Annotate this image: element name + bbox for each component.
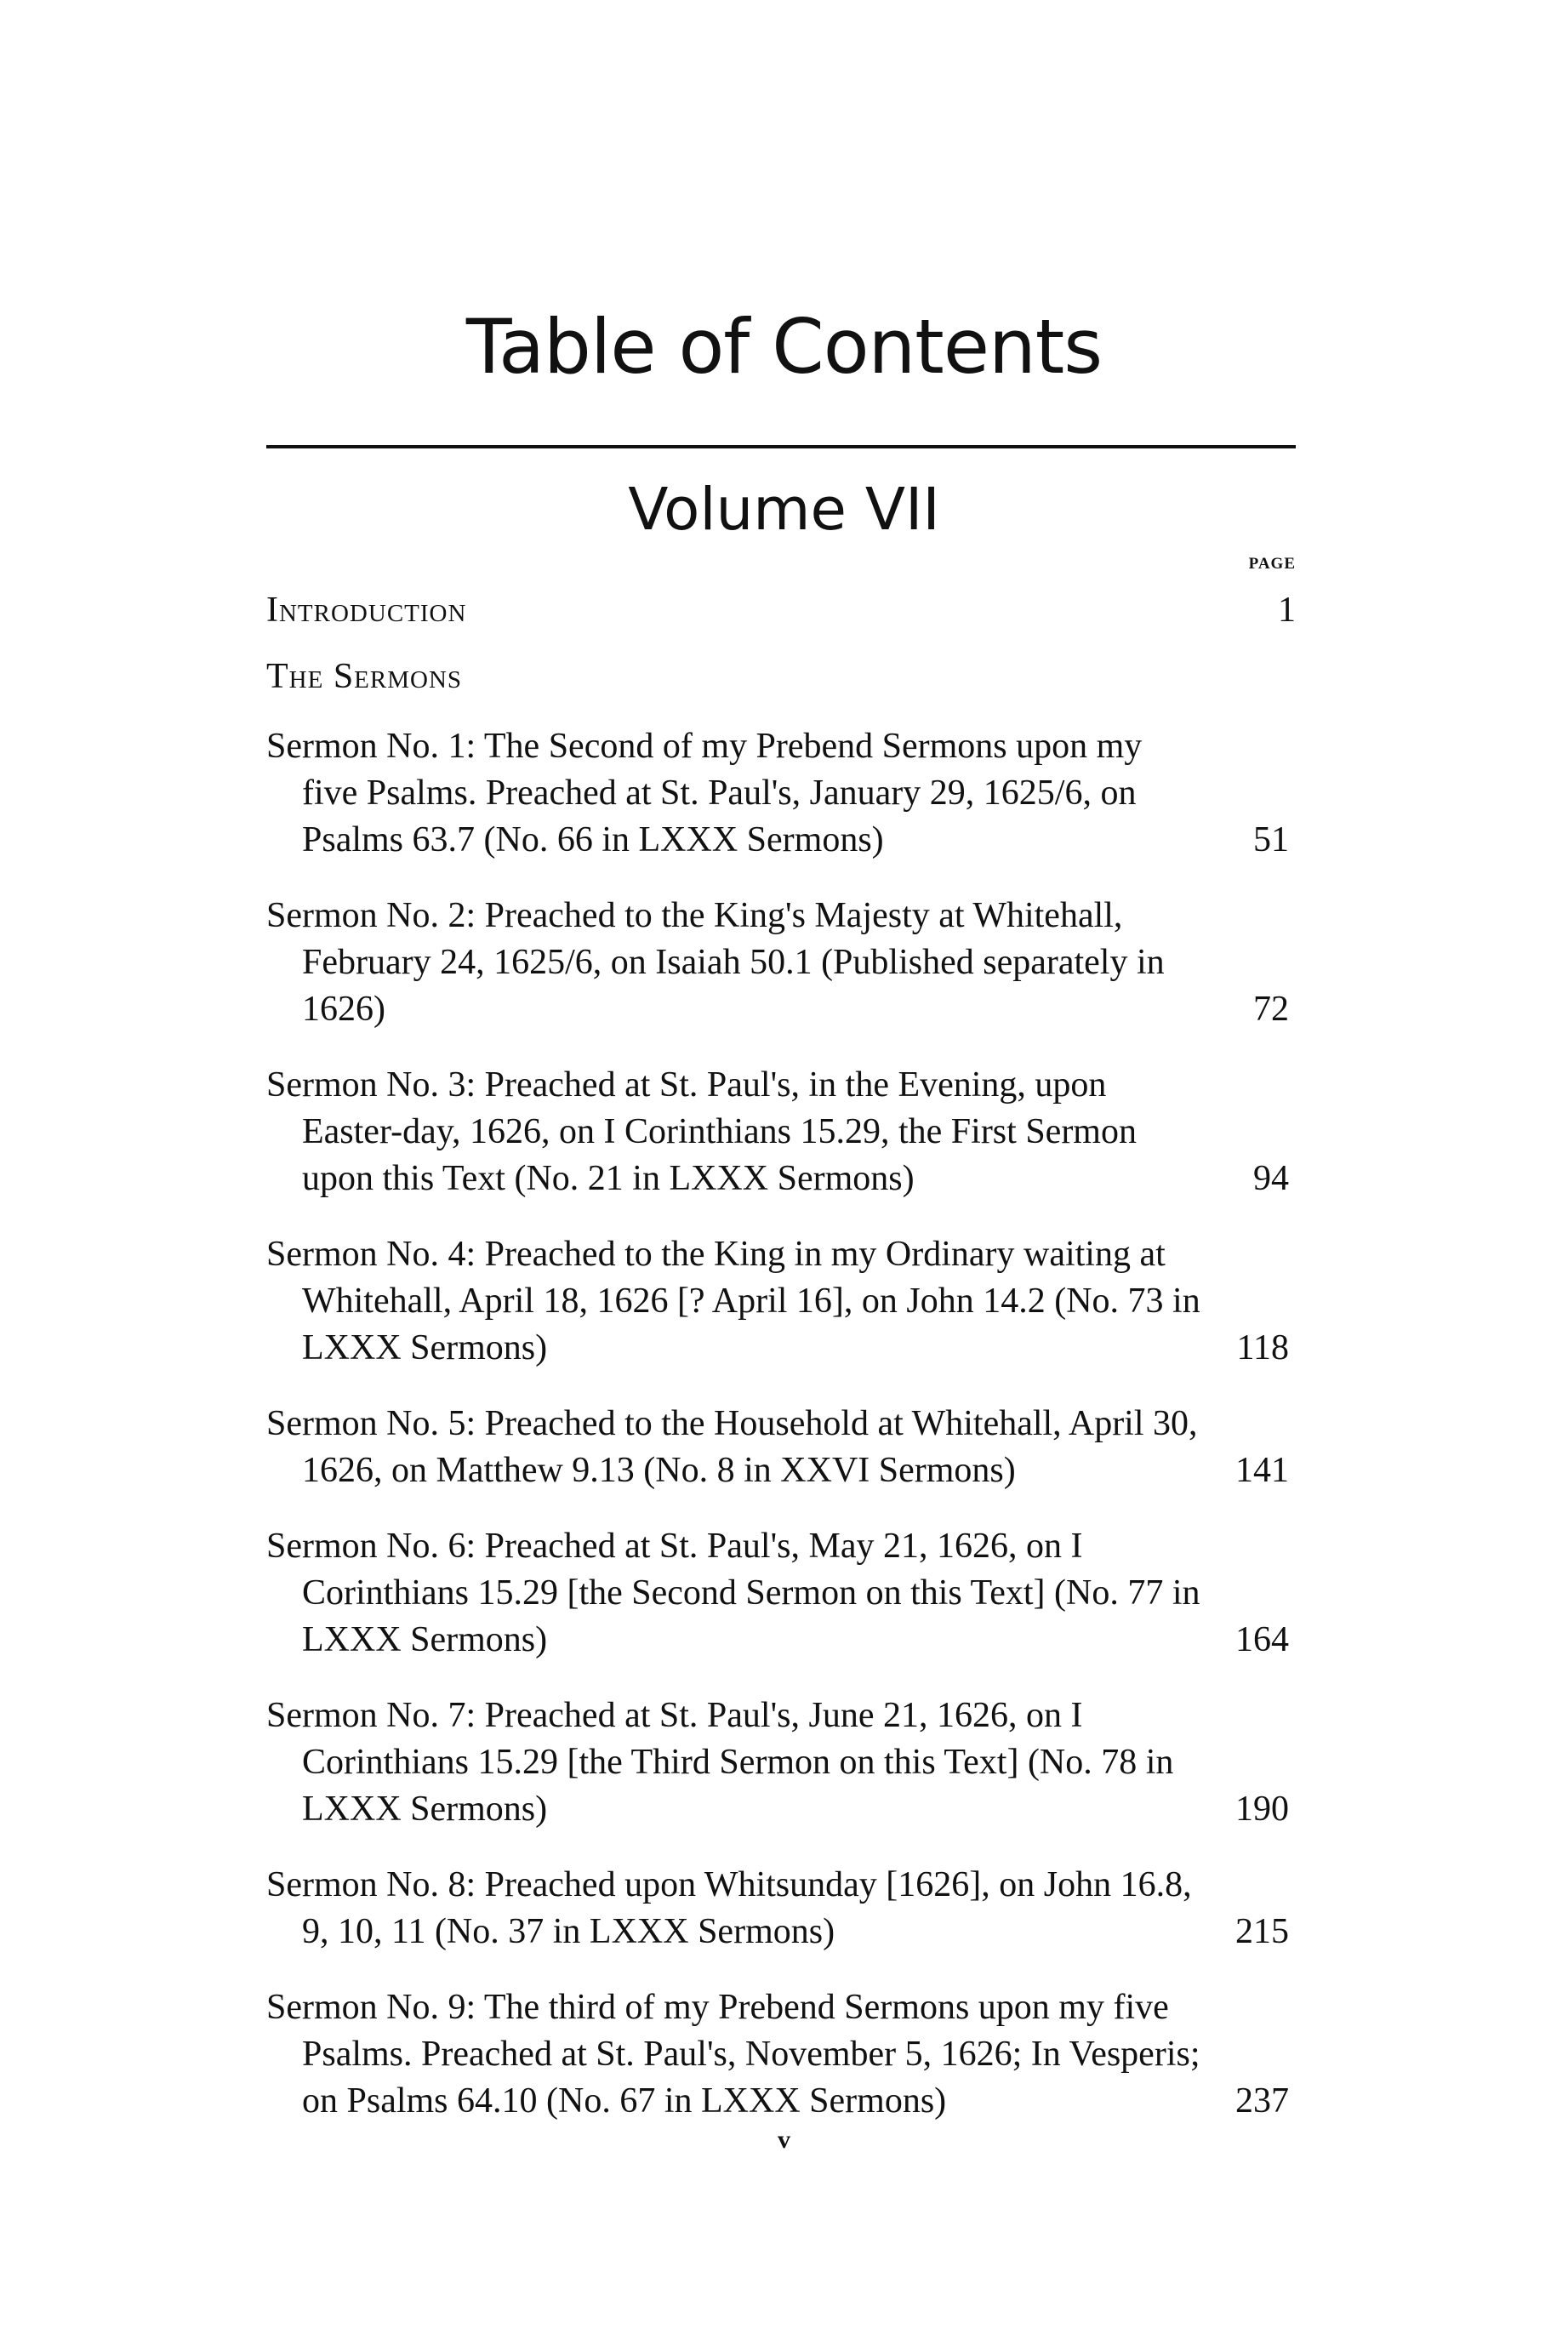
entry-page-number: 141	[1235, 1451, 1289, 1490]
entry-text: Sermon No. 7: Preached at St. Paul's, June 21, 1626, on I Corinthians 15.29 [the Third Sermon on this Text] (No. 78 in LXXX Sermons)	[266, 1696, 1174, 1829]
entry-page-number: 164	[1235, 1620, 1289, 1659]
entry-text: Sermon No. 1: The Second of my Prebend Sermons upon my five Psalms. Preached at St. Paul's, January 29, 1625/6, on Psalms 63.7 (No. 66 in LXXX Sermons)	[266, 727, 1143, 859]
entry-page-number: 190	[1235, 1790, 1289, 1829]
entry-page-number: 94	[1253, 1159, 1289, 1198]
contents-entry	[266, 1062, 1296, 1202]
entry-page-number: 118	[1236, 1328, 1289, 1367]
entry-page-number: 51	[1253, 820, 1289, 859]
entry-text: Sermon No. 6: Preached at St. Paul's, May 21, 1626, on I Corinthians 15.29 [the Second Sermon on this Text] (No. 77 in LXXX Sermons)	[266, 1527, 1200, 1659]
page-column-label: PAGE	[1248, 555, 1296, 573]
volume-title: Volume VII	[628, 476, 940, 544]
contents-entry	[266, 1693, 1296, 1833]
entry-text: Sermon No. 3: Preached at St. Paul's, in the Evening, upon Easter-day, 1626, on I Corinthians 15.29, the First Sermon upon this Text (No. 21 in LXXX Sermons)	[266, 1065, 1137, 1198]
contents-list	[266, 723, 1296, 2154]
entry-text: Sermon No. 9: The third of my Prebend Sermons upon my five Psalms. Preached at St. Paul's, November 5, 1626; In Vesperis; on Psalms 64.10 (No. 67 in LXXX Sermons)	[266, 1988, 1200, 2121]
contents-entry	[266, 1231, 1296, 1372]
entry-page-number: 237	[1235, 2081, 1289, 2121]
contents-entry	[266, 893, 1296, 1033]
entry-page-number: 215	[1235, 1912, 1289, 1951]
entry-text: Sermon No. 8: Preached upon Whitsunday [1626], on John 16.8, 9, 10, 11 (No. 37 in LXXX Sermons)	[266, 1865, 1192, 1951]
entry-text: Sermon No. 2: Preached to the King's Majesty at Whitehall, February 24, 1625/6, on Isaiah 50.1 (Published separately in 1626)	[266, 896, 1165, 1029]
title-rule	[266, 445, 1296, 448]
entry-text: Sermon No. 5: Preached to the Household at Whitehall, April 30, 1626, on Matthew 9.13 (No. 8 in XXVI Sermons)	[266, 1404, 1198, 1490]
contents-entry	[266, 1401, 1296, 1494]
introduction-page-number: 1	[1278, 591, 1296, 630]
contents-entry	[266, 723, 1296, 864]
introduction-heading: Introduction	[266, 591, 467, 630]
entry-text: Sermon No. 4: Preached to the King in my Ordinary waiting at Whitehall, April 18, 1626 [? April 16], on John 14.2 (No. 73 in LXXX Sermons)	[266, 1235, 1200, 1367]
folio-page-number: v	[778, 2126, 790, 2154]
sermons-heading: The Sermons	[266, 657, 463, 696]
entry-page-number: 72	[1253, 990, 1289, 1029]
contents-entry	[266, 1984, 1296, 2125]
page-title: Table of Contents	[465, 303, 1103, 391]
contents-entry	[266, 1862, 1296, 1955]
contents-entry	[266, 1523, 1296, 1664]
